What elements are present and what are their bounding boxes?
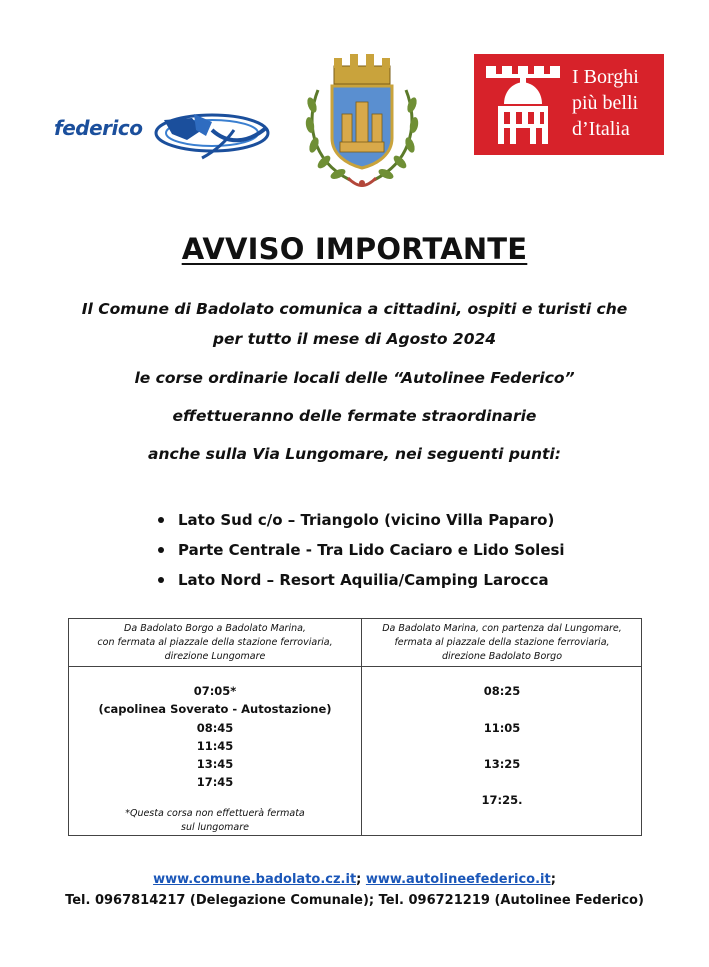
intro-line-1: Il Comune di Badolato comunica a cittadini, ospiti e turisti che xyxy=(81,300,628,318)
left-time: 11:45 xyxy=(196,739,234,753)
stop-item: Parte Centrale - Tra Lido Caciaro e Lido Solesi xyxy=(158,535,565,565)
left-header-line: Da Badolato Borgo a Badolato Marina, xyxy=(124,623,306,634)
right-time: 17:25. xyxy=(481,793,523,807)
left-time: 08:45 xyxy=(196,721,234,735)
timetable xyxy=(68,618,642,836)
badolato-crest xyxy=(298,50,426,195)
borghi-text xyxy=(572,64,639,142)
left-time: 13:45 xyxy=(196,757,234,771)
right-time: 13:25 xyxy=(483,757,521,771)
timetable-footnote xyxy=(69,807,361,835)
crest-icon xyxy=(298,50,426,195)
intro-line-4: effettueranno delle fermate straordinarie xyxy=(172,407,537,425)
left-time: 17:45 xyxy=(196,775,234,789)
federico-wordmark: federico xyxy=(54,116,143,140)
left-time-note: (capolinea Soverato - Autostazione) xyxy=(98,702,332,716)
left-header-line: direzione Lungomare xyxy=(164,651,266,662)
right-time: 11:05 xyxy=(483,721,521,735)
right-header-line: fermata al piazzale della stazione ferroviaria, xyxy=(394,637,610,648)
intro-line-3: le corse ordinarie locali delle “Autolinee Federico” xyxy=(134,369,575,387)
footnote-line: *Questa corsa non effettuerà fermata xyxy=(125,808,305,819)
timetable-header-divider xyxy=(69,666,641,667)
borghi-line-2: più belli xyxy=(572,92,639,114)
footer-contacts: Tel. 0967814217 (Delegazione Comunale); Tel. 096721219 (Autolinee Federico) xyxy=(65,893,644,908)
right-header-line: direzione Badolato Borgo xyxy=(441,651,563,662)
borghi-line-3: d’Italia xyxy=(572,118,630,140)
right-header-line: Da Badolato Marina, con partenza dal Lungomare, xyxy=(382,623,622,634)
timetable-left-header xyxy=(73,622,357,664)
federico-logo xyxy=(52,100,274,170)
intro-line-2: per tutto il mese di Agosto 2024 xyxy=(212,330,497,348)
timetable-right-header xyxy=(365,622,639,664)
stops-list xyxy=(158,505,565,595)
borghi-piu-belli-logo xyxy=(474,54,664,155)
intro-line-5: anche sulla Via Lungomare, nei seguenti punti: xyxy=(148,445,561,463)
autolinee-website-link[interactable]: www.autolineefederico.it xyxy=(365,872,551,887)
footer-separator: ; xyxy=(356,872,362,887)
footer-links xyxy=(0,872,709,887)
borghi-building-icon xyxy=(486,66,562,146)
notice-title: AVVISO IMPORTANTE xyxy=(181,232,528,266)
left-header-line: con fermata al piazzale della stazione ferroviaria, xyxy=(97,637,333,648)
footnote-line: sul lungomare xyxy=(181,822,249,833)
stop-item: Lato Sud c/o – Triangolo (vicino Villa Paparo) xyxy=(158,505,565,535)
left-time: 07:05* xyxy=(193,684,237,698)
comune-website-link[interactable]: www.comune.badolato.cz.it xyxy=(153,872,357,887)
stop-item: Lato Nord – Resort Aquilia/Camping Larocca xyxy=(158,565,565,595)
footer-end: ; xyxy=(550,872,556,887)
borghi-line-1: I Borghi xyxy=(572,66,639,88)
right-time: 08:25 xyxy=(483,684,521,698)
